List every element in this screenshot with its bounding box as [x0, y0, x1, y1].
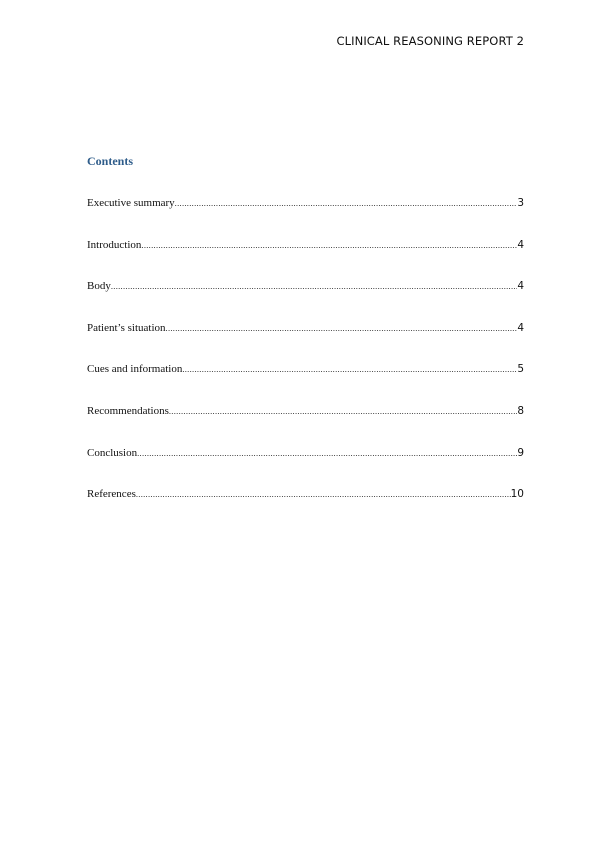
toc-entry[interactable] [87, 488, 524, 530]
toc-heading: Contents [87, 154, 134, 168]
toc-entry-page: 8 [517, 404, 524, 417]
toc-dot-leader [137, 448, 517, 458]
toc-dot-leader [175, 198, 518, 208]
running-header: CLINICAL REASONING REPORT 2 [336, 34, 524, 48]
toc-entry-page: 9 [517, 446, 524, 459]
toc-entry-page: 4 [517, 280, 524, 293]
toc-entry-title: References [87, 488, 136, 501]
toc-entry[interactable] [87, 197, 524, 239]
toc-entry-page: 5 [517, 363, 524, 376]
table-of-contents [87, 197, 524, 530]
toc-entry[interactable] [87, 239, 524, 281]
toc-entry[interactable] [87, 322, 524, 364]
toc-dot-leader [136, 489, 511, 499]
toc-dot-leader [169, 406, 517, 416]
toc-entry-title: Patient’s situation [87, 321, 166, 334]
toc-entry-title: Body [87, 280, 111, 293]
toc-entry-page: 4 [517, 321, 524, 334]
toc-entry[interactable] [87, 280, 524, 322]
toc-dot-leader [141, 240, 517, 250]
toc-entry-title: Executive summary [87, 197, 175, 209]
toc-entry-title: Conclusion [87, 446, 138, 459]
toc-entry-title: Introduction [87, 238, 142, 251]
toc-entry[interactable] [87, 447, 524, 489]
toc-dot-leader [166, 323, 518, 333]
toc-entry-title: Cues and information [87, 363, 183, 376]
toc-entry[interactable] [87, 363, 524, 405]
toc-entry-page: 10 [510, 488, 524, 501]
toc-dot-leader [182, 364, 517, 374]
toc-dot-leader [111, 281, 517, 291]
toc-entry[interactable] [87, 405, 524, 447]
toc-entry-page: 3 [517, 197, 524, 209]
toc-entry-page: 4 [517, 238, 524, 251]
toc-entry-title: Recommendations [87, 404, 169, 417]
